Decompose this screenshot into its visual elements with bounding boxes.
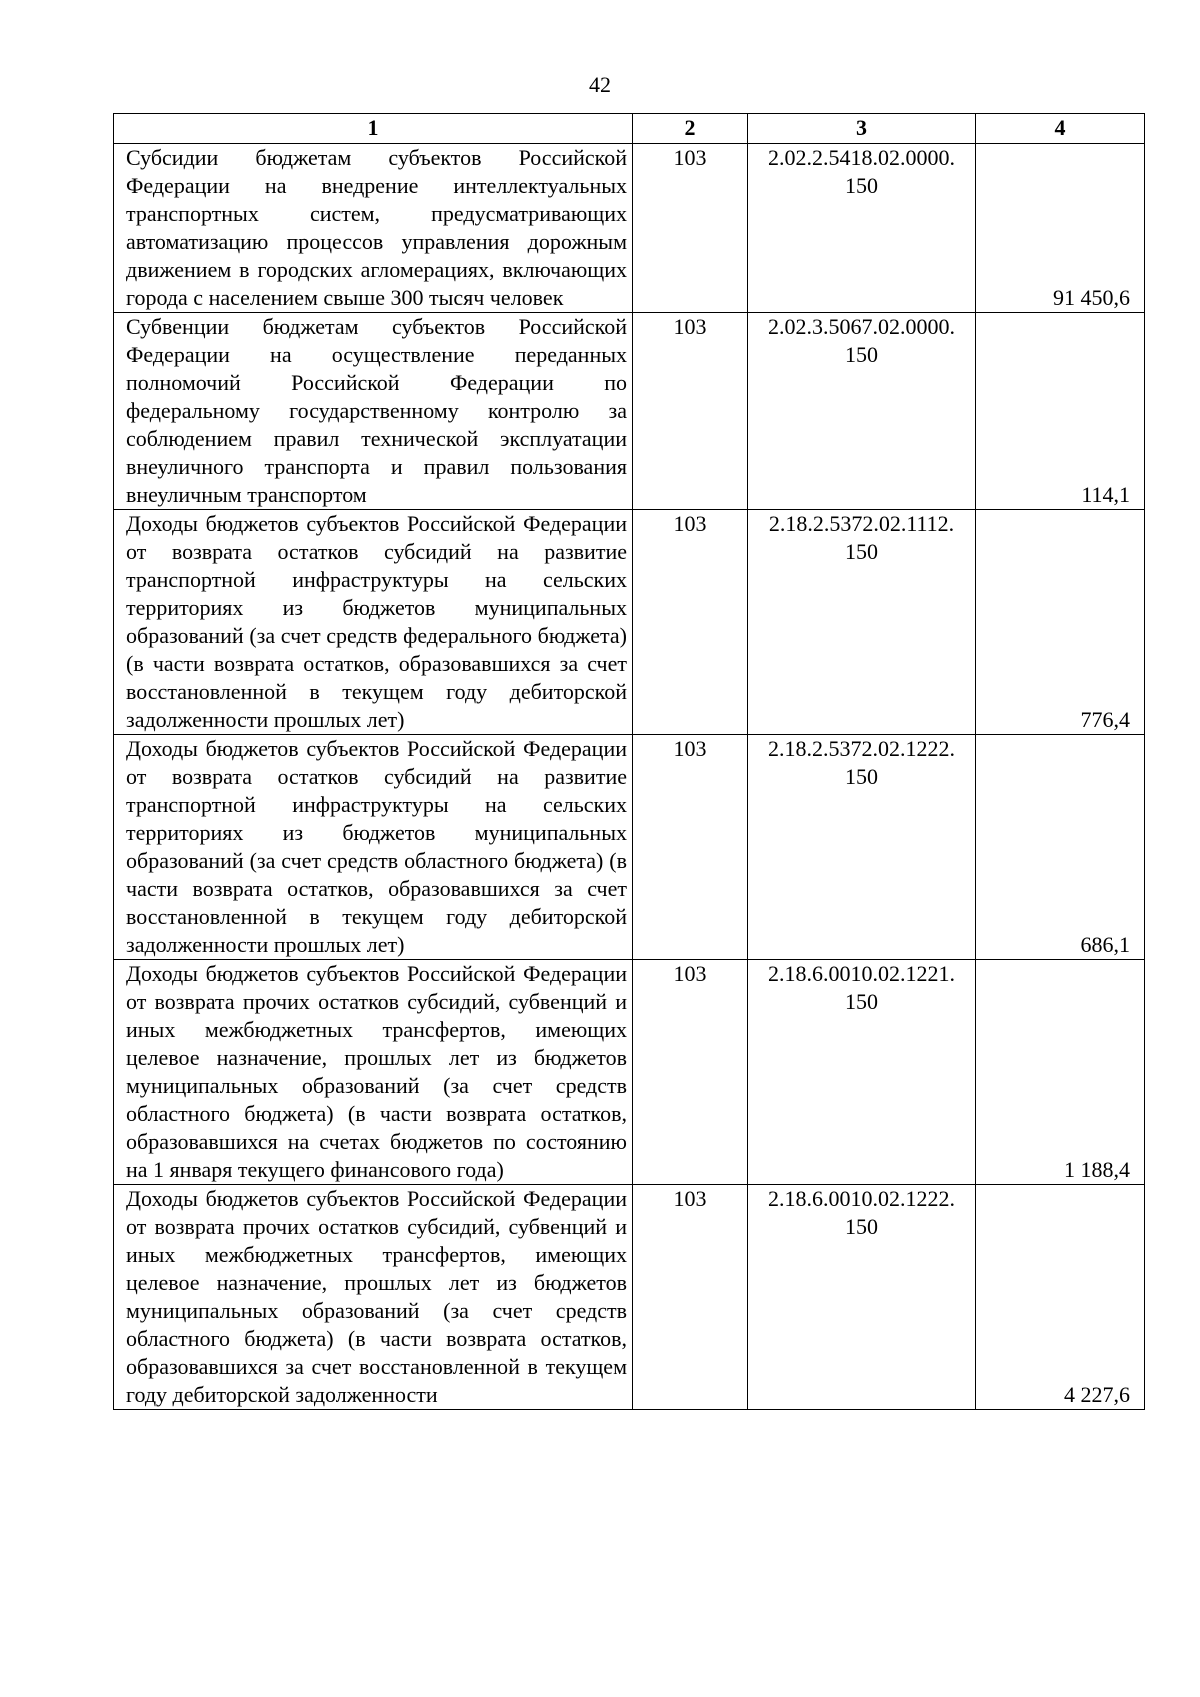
revenue-name-cell: Доходы бюджетов субъектов Российской Федерации от возврата остатков субсидий на развитие транспортной инфраструктуры на сельских территориях из бюджетов муниципальных образований (за счет средств областного бюджета) (в части возврата остатков, образовавшихся за счет восстановленной в текущем году дебиторской задолженности прошлых лет) bbox=[114, 735, 633, 960]
table-row bbox=[114, 510, 1145, 735]
revenue-name-cell: Доходы бюджетов субъектов Российской Федерации от возврата прочих остатков субсидий, субвенций и иных межбюджетных трансфертов, имеющих целевое назначение, прошлых лет из бюджетов муниципальных образований (за счет средств областного бюджета) (в части возврата остатков, образовавшихся за счет восстановленной в текущем году дебиторской задолженности bbox=[114, 1185, 633, 1410]
kbk-code-cell bbox=[748, 313, 976, 510]
kbk-code-line2: 150 bbox=[845, 173, 878, 198]
amount-cell: 686,1 bbox=[976, 735, 1145, 960]
kbk-code-line1: 2.18.2.5372.02.1222. bbox=[768, 736, 955, 761]
admin-code-cell: 103 bbox=[633, 313, 748, 510]
kbk-code-cell bbox=[748, 1185, 976, 1410]
kbk-code-line2: 150 bbox=[845, 764, 878, 789]
kbk-code-line1: 2.02.3.5067.02.0000. bbox=[768, 314, 955, 339]
amount-cell: 114,1 bbox=[976, 313, 1145, 510]
table-row bbox=[114, 1185, 1145, 1410]
amount-cell: 1 188,4 bbox=[976, 960, 1145, 1185]
kbk-code-line1: 2.18.6.0010.02.1221. bbox=[768, 961, 955, 986]
kbk-code-line2: 150 bbox=[845, 342, 878, 367]
revenue-name-cell: Доходы бюджетов субъектов Российской Федерации от возврата прочих остатков субсидий, субвенций и иных межбюджетных трансфертов, имеющих целевое назначение, прошлых лет из бюджетов муниципальных образований (за счет средств областного бюджета) (в части возврата остатков, образовавшихся на счетах бюджетов по состоянию на 1 января текущего финансового года) bbox=[114, 960, 633, 1185]
kbk-code-line2: 150 bbox=[845, 989, 878, 1014]
admin-code-cell: 103 bbox=[633, 735, 748, 960]
table-row bbox=[114, 313, 1145, 510]
amount-cell: 776,4 bbox=[976, 510, 1145, 735]
revenue-name-cell: Субсидии бюджетам субъектов Российской Федерации на внедрение интеллектуальных транспортных систем, предусматривающих автоматизацию процессов управления дорожным движением в городских агломерациях, включающих города с населением свыше 300 тысяч человек bbox=[114, 144, 633, 313]
column-header-2: 2 bbox=[633, 114, 748, 144]
table-header-row bbox=[114, 114, 1145, 144]
page-number: 42 bbox=[589, 72, 611, 97]
revenue-name-cell: Субвенции бюджетам субъектов Российской Федерации на осуществление переданных полномочий Российской Федерации по федеральному государственному контролю за соблюдением правил технической эксплуатации внеуличного транспорта и правил пользования внеуличным транспортом bbox=[114, 313, 633, 510]
admin-code-cell: 103 bbox=[633, 510, 748, 735]
table-row bbox=[114, 144, 1145, 313]
kbk-code-line2: 150 bbox=[845, 539, 878, 564]
column-header-4: 4 bbox=[976, 114, 1145, 144]
kbk-code-cell bbox=[748, 960, 976, 1185]
admin-code-cell: 103 bbox=[633, 1185, 748, 1410]
admin-code-cell: 103 bbox=[633, 960, 748, 1185]
table-row bbox=[114, 735, 1145, 960]
column-header-3: 3 bbox=[748, 114, 976, 144]
kbk-code-cell bbox=[748, 510, 976, 735]
amount-cell: 91 450,6 bbox=[976, 144, 1145, 313]
kbk-code-cell bbox=[748, 144, 976, 313]
amount-cell: 4 227,6 bbox=[976, 1185, 1145, 1410]
budget-revenue-table bbox=[113, 113, 1145, 1410]
table-row bbox=[114, 960, 1145, 1185]
kbk-code-cell bbox=[748, 735, 976, 960]
kbk-code-line2: 150 bbox=[845, 1214, 878, 1239]
kbk-code-line1: 2.18.2.5372.02.1112. bbox=[768, 511, 955, 536]
revenue-name-cell: Доходы бюджетов субъектов Российской Федерации от возврата остатков субсидий на развитие транспортной инфраструктуры на сельских территориях из бюджетов муниципальных образований (за счет средств федерального бюджета) (в части возврата остатков, образовавшихся за счет восстановленной в текущем году дебиторской задолженности прошлых лет) bbox=[114, 510, 633, 735]
kbk-code-line1: 2.02.2.5418.02.0000. bbox=[768, 145, 955, 170]
admin-code-cell: 103 bbox=[633, 144, 748, 313]
column-header-1: 1 bbox=[114, 114, 633, 144]
kbk-code-line1: 2.18.6.0010.02.1222. bbox=[768, 1186, 955, 1211]
